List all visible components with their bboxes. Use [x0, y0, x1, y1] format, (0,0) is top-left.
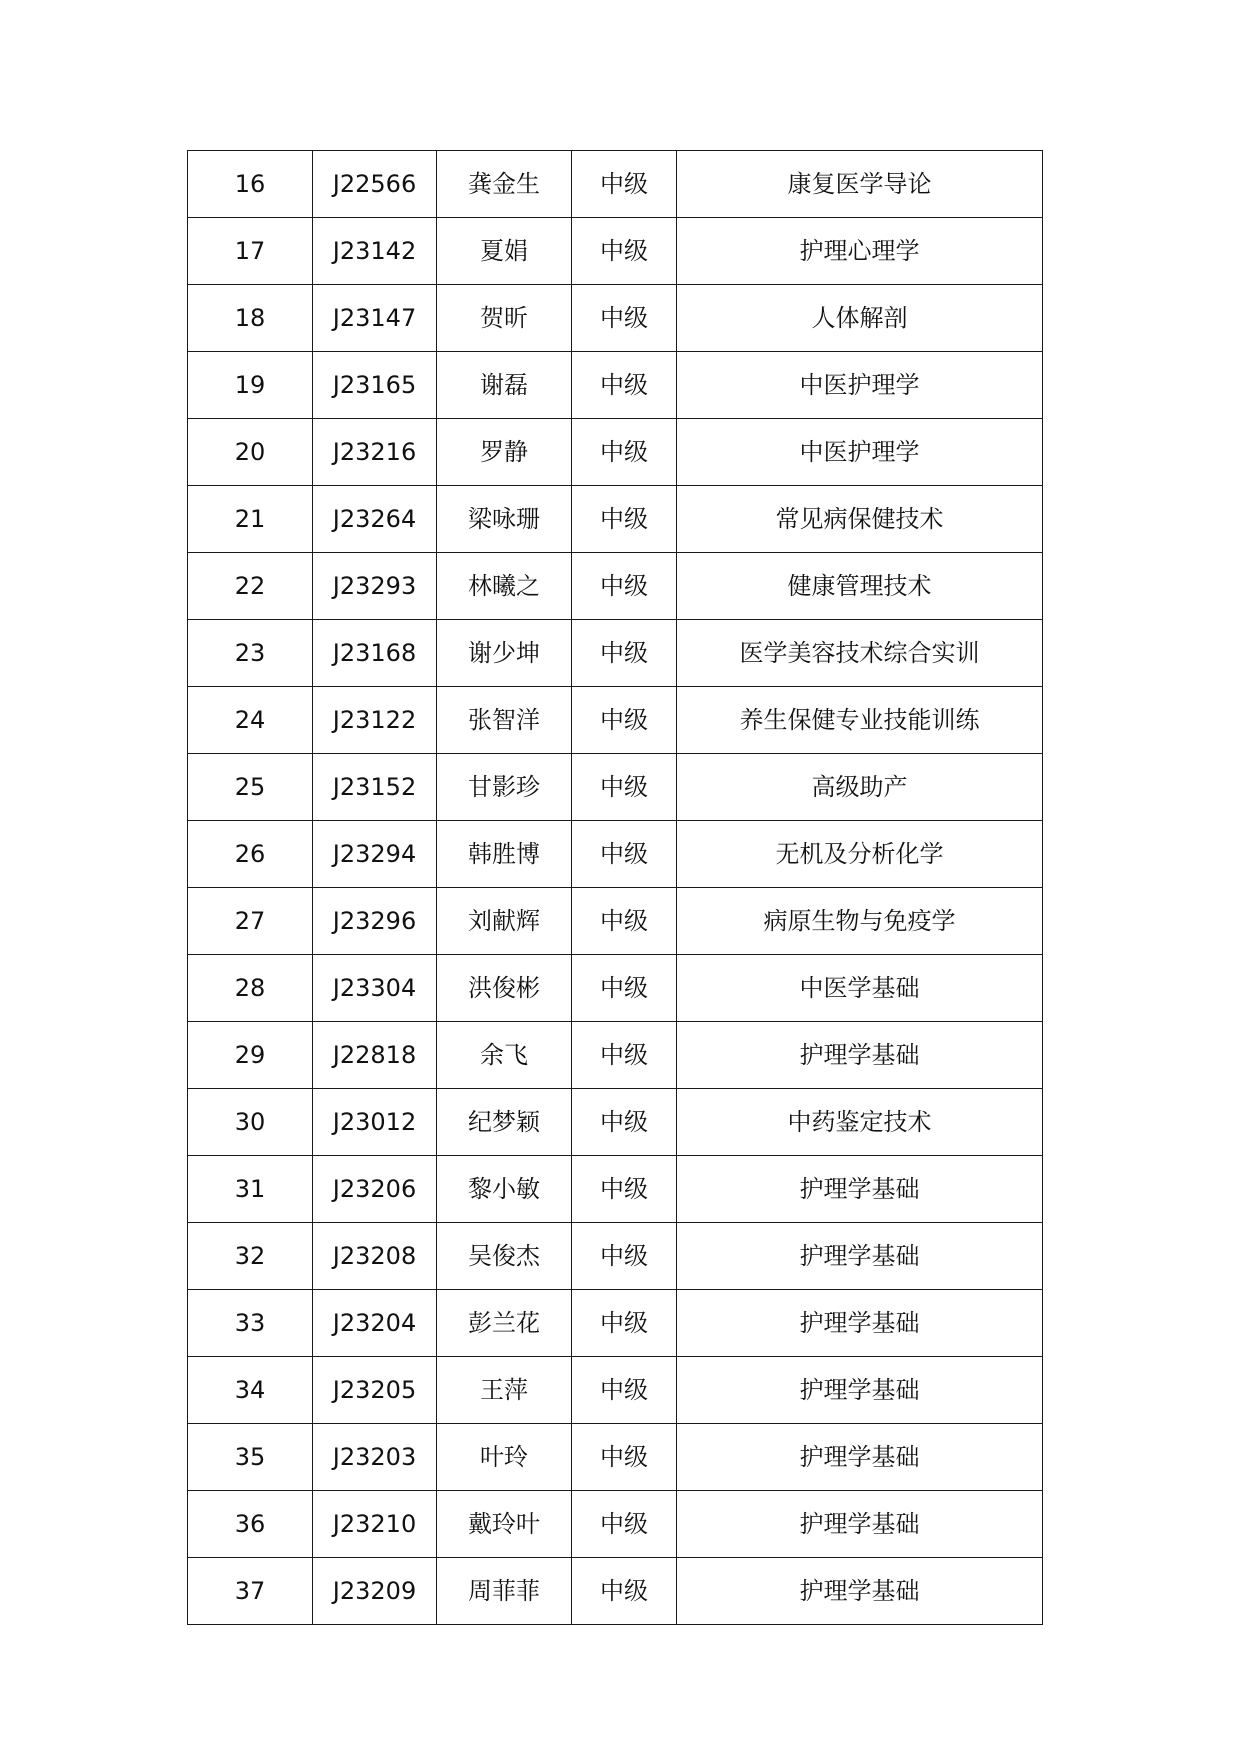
row-number-cell: 16	[188, 151, 313, 218]
name-cell: 贺昕	[437, 285, 572, 352]
row-number-cell: 27	[188, 888, 313, 955]
name-cell: 刘献辉	[437, 888, 572, 955]
employee-id-cell: J22566	[313, 151, 437, 218]
table-row	[188, 821, 1043, 888]
level-cell: 中级	[572, 955, 677, 1022]
course-cell: 养生保健专业技能训练	[677, 687, 1043, 754]
employee-id-cell: J23152	[313, 754, 437, 821]
table-row	[188, 486, 1043, 553]
name-cell: 谢磊	[437, 352, 572, 419]
employee-id-cell: J22818	[313, 1022, 437, 1089]
name-cell: 洪俊彬	[437, 955, 572, 1022]
table-row	[188, 218, 1043, 285]
row-number-cell: 37	[188, 1558, 313, 1625]
name-cell: 彭兰花	[437, 1290, 572, 1357]
name-cell: 龚金生	[437, 151, 572, 218]
level-cell: 中级	[572, 218, 677, 285]
row-number-cell: 19	[188, 352, 313, 419]
table-row	[188, 352, 1043, 419]
level-cell: 中级	[572, 888, 677, 955]
level-cell: 中级	[572, 151, 677, 218]
course-cell: 护理学基础	[677, 1223, 1043, 1290]
course-cell: 医学美容技术综合实训	[677, 620, 1043, 687]
employee-id-cell: J23264	[313, 486, 437, 553]
employee-id-cell: J23304	[313, 955, 437, 1022]
name-cell: 甘影珍	[437, 754, 572, 821]
employee-id-cell: J23147	[313, 285, 437, 352]
row-number-cell: 24	[188, 687, 313, 754]
level-cell: 中级	[572, 285, 677, 352]
row-number-cell: 26	[188, 821, 313, 888]
row-number-cell: 22	[188, 553, 313, 620]
table-body	[188, 151, 1043, 1625]
name-cell: 谢少坤	[437, 620, 572, 687]
employee-id-cell: J23012	[313, 1089, 437, 1156]
table-row	[188, 1089, 1043, 1156]
row-number-cell: 34	[188, 1357, 313, 1424]
table-row	[188, 419, 1043, 486]
table-row	[188, 1022, 1043, 1089]
course-cell: 护理学基础	[677, 1424, 1043, 1491]
name-cell: 余飞	[437, 1022, 572, 1089]
name-cell: 张智洋	[437, 687, 572, 754]
course-cell: 护理学基础	[677, 1558, 1043, 1625]
row-number-cell: 33	[188, 1290, 313, 1357]
level-cell: 中级	[572, 821, 677, 888]
course-cell: 常见病保健技术	[677, 486, 1043, 553]
employee-id-cell: J23206	[313, 1156, 437, 1223]
name-cell: 戴玲叶	[437, 1491, 572, 1558]
employee-id-cell: J23210	[313, 1491, 437, 1558]
teacher-course-table	[187, 150, 1043, 1625]
course-cell: 健康管理技术	[677, 553, 1043, 620]
table-row	[188, 1290, 1043, 1357]
employee-id-cell: J23204	[313, 1290, 437, 1357]
employee-id-cell: J23296	[313, 888, 437, 955]
table-row	[188, 620, 1043, 687]
course-cell: 护理心理学	[677, 218, 1043, 285]
course-cell: 高级助产	[677, 754, 1043, 821]
row-number-cell: 28	[188, 955, 313, 1022]
row-number-cell: 31	[188, 1156, 313, 1223]
course-cell: 康复医学导论	[677, 151, 1043, 218]
level-cell: 中级	[572, 553, 677, 620]
table-row	[188, 285, 1043, 352]
row-number-cell: 18	[188, 285, 313, 352]
course-cell: 护理学基础	[677, 1491, 1043, 1558]
employee-id-cell: J23205	[313, 1357, 437, 1424]
level-cell: 中级	[572, 1089, 677, 1156]
level-cell: 中级	[572, 1290, 677, 1357]
name-cell: 梁咏珊	[437, 486, 572, 553]
table-row	[188, 754, 1043, 821]
row-number-cell: 20	[188, 419, 313, 486]
level-cell: 中级	[572, 352, 677, 419]
name-cell: 周菲菲	[437, 1558, 572, 1625]
level-cell: 中级	[572, 1491, 677, 1558]
level-cell: 中级	[572, 754, 677, 821]
employee-id-cell: J23293	[313, 553, 437, 620]
course-cell: 护理学基础	[677, 1156, 1043, 1223]
row-number-cell: 32	[188, 1223, 313, 1290]
employee-id-cell: J23203	[313, 1424, 437, 1491]
name-cell: 纪梦颖	[437, 1089, 572, 1156]
employee-id-cell: J23208	[313, 1223, 437, 1290]
course-cell: 中医护理学	[677, 352, 1043, 419]
table-row	[188, 553, 1043, 620]
name-cell: 韩胜博	[437, 821, 572, 888]
table-row	[188, 1491, 1043, 1558]
employee-id-cell: J23168	[313, 620, 437, 687]
table-row	[188, 1223, 1043, 1290]
course-cell: 护理学基础	[677, 1290, 1043, 1357]
table-row	[188, 151, 1043, 218]
course-cell: 病原生物与免疫学	[677, 888, 1043, 955]
table-row	[188, 1156, 1043, 1223]
employee-id-cell: J23122	[313, 687, 437, 754]
level-cell: 中级	[572, 620, 677, 687]
level-cell: 中级	[572, 1357, 677, 1424]
name-cell: 夏娟	[437, 218, 572, 285]
name-cell: 林曦之	[437, 553, 572, 620]
table-row	[188, 955, 1043, 1022]
row-number-cell: 17	[188, 218, 313, 285]
table-row	[188, 1558, 1043, 1625]
course-cell: 无机及分析化学	[677, 821, 1043, 888]
table-row	[188, 1424, 1043, 1491]
row-number-cell: 36	[188, 1491, 313, 1558]
level-cell: 中级	[572, 1558, 677, 1625]
course-cell: 护理学基础	[677, 1357, 1043, 1424]
level-cell: 中级	[572, 1022, 677, 1089]
row-number-cell: 23	[188, 620, 313, 687]
table-row	[188, 888, 1043, 955]
level-cell: 中级	[572, 1424, 677, 1491]
row-number-cell: 25	[188, 754, 313, 821]
table-row	[188, 1357, 1043, 1424]
row-number-cell: 21	[188, 486, 313, 553]
name-cell: 吴俊杰	[437, 1223, 572, 1290]
row-number-cell: 35	[188, 1424, 313, 1491]
name-cell: 王萍	[437, 1357, 572, 1424]
name-cell: 黎小敏	[437, 1156, 572, 1223]
row-number-cell: 30	[188, 1089, 313, 1156]
employee-id-cell: J23294	[313, 821, 437, 888]
level-cell: 中级	[572, 687, 677, 754]
course-cell: 中医护理学	[677, 419, 1043, 486]
level-cell: 中级	[572, 419, 677, 486]
course-cell: 中药鉴定技术	[677, 1089, 1043, 1156]
course-cell: 护理学基础	[677, 1022, 1043, 1089]
level-cell: 中级	[572, 486, 677, 553]
employee-id-cell: J23216	[313, 419, 437, 486]
course-cell: 中医学基础	[677, 955, 1043, 1022]
name-cell: 叶玲	[437, 1424, 572, 1491]
table-row	[188, 687, 1043, 754]
row-number-cell: 29	[188, 1022, 313, 1089]
employee-id-cell: J23209	[313, 1558, 437, 1625]
level-cell: 中级	[572, 1156, 677, 1223]
employee-id-cell: J23142	[313, 218, 437, 285]
employee-id-cell: J23165	[313, 352, 437, 419]
course-cell: 人体解剖	[677, 285, 1043, 352]
name-cell: 罗静	[437, 419, 572, 486]
level-cell: 中级	[572, 1223, 677, 1290]
